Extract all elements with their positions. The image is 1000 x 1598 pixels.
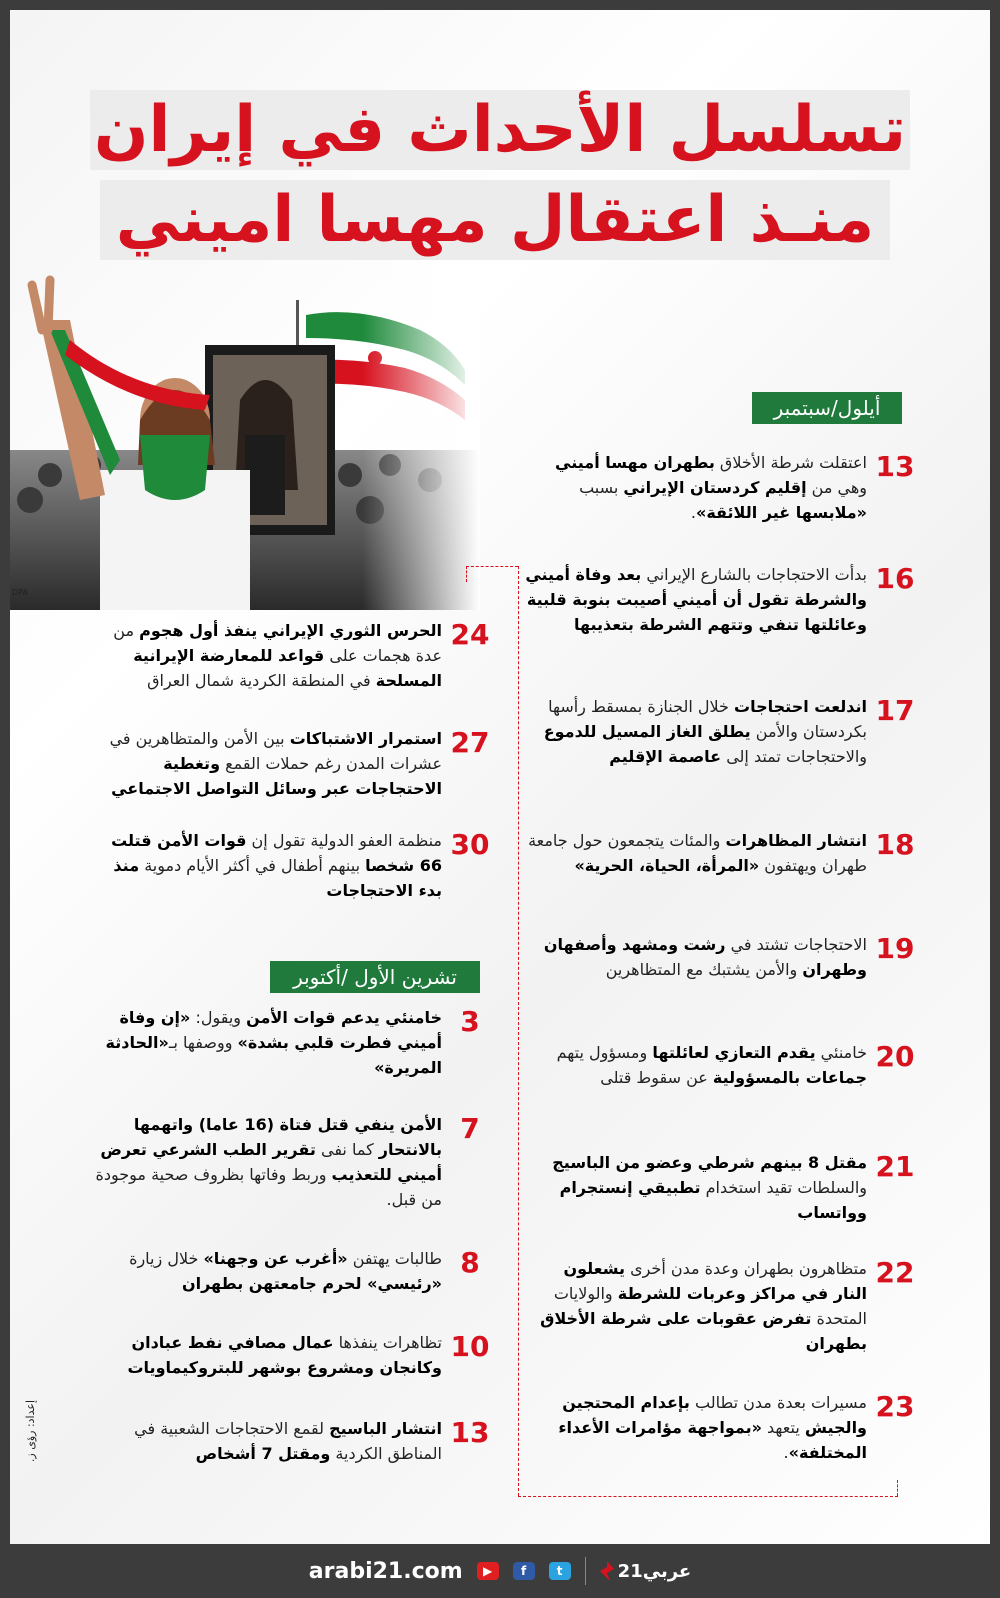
event-text: مسيرات بعدة مدن تطالب بإعدام المحتجين والجيش يتعهد «بمواجهة مؤامرات الأعداء المختلفة». <box>558 1393 867 1462</box>
event-text: الاحتجاجات تشتد في رشت ومشهد وأصفهان وطهران والأمن يشتبك مع المتظاهرين <box>543 935 867 979</box>
event-day: 21 <box>875 1150 915 1183</box>
site-url[interactable]: arabi21.com <box>308 1558 463 1584</box>
october-header: تشرين الأول /أكتوبر <box>270 961 480 993</box>
footer-divider <box>585 1557 586 1585</box>
title-line-2-band <box>100 180 890 260</box>
event-day: 23 <box>875 1390 915 1423</box>
september-event-18 <box>525 828 915 878</box>
event-text: استمرار الاشتباكات بين الأمن والمتظاهرين في عشرات المدن رغم حملات القمع وتغطية الاحتجاجات عبر وسائل التواصل الاجتماعي <box>109 729 442 798</box>
event-day: 18 <box>875 828 915 861</box>
event-day: 13 <box>450 1416 490 1449</box>
event-text: اعتقلت شرطة الأخلاق بطهران مهسا أميني وهي من إقليم كردستان الإيراني بسبب «ملابسها غير اللائقة». <box>555 453 867 522</box>
event-text: خامنئي يقدم التعازي لعائلتها ومسؤول يتهم جماعات بالمسؤولية عن سقوط قتلى <box>556 1043 867 1087</box>
event-day: 7 <box>460 1112 480 1145</box>
event-day: 10 <box>450 1330 490 1363</box>
october-event-13 <box>90 1416 490 1466</box>
event-day: 30 <box>450 828 490 861</box>
youtube-icon[interactable]: ▶ <box>477 1562 499 1580</box>
event-text: بدأت الاحتجاجات بالشارع الإيراني بعد وفاة أميني والشرطة تقول أن أميني أصيبت بنوبة قلبية وعائلتها تنفي وتتهم الشرطة بتعذيبها <box>525 565 867 634</box>
brand-name: عربي21 <box>617 1560 692 1582</box>
event-day: 24 <box>450 618 490 651</box>
september-event-23 <box>525 1390 915 1465</box>
event-text: انتشار المظاهرات والمئات يتجمعون حول جامعة طهران ويهتفون «المرأة، الحياة، الحرية» <box>528 831 867 875</box>
event-day: 27 <box>450 726 490 759</box>
event-text: انتشار الباسيج لقمع الاحتجاجات الشعبية في المناطق الكردية ومقتل 7 أشخاص <box>134 1419 442 1463</box>
september-event-24 <box>90 618 490 693</box>
september-event-30 <box>90 828 490 903</box>
september-event-17 <box>525 694 915 769</box>
october-event-3 <box>90 1005 490 1080</box>
timeline-arrow-down <box>466 566 467 582</box>
event-day: 13 <box>875 450 915 483</box>
september-event-21 <box>525 1150 915 1225</box>
event-day: 16 <box>875 562 915 595</box>
september-event-20 <box>525 1040 915 1090</box>
event-text: طالبات يهتفن «أغرب عن وجهنا» خلال زيارة «رئيسي» لحرم جامعتهن بطهران <box>129 1249 442 1293</box>
event-text: الأمن ينفي قتل فتاة (16 عاما) واتهمها بالانتحار كما نفى تقرير الطب الشرعي تعرض أميني للتعذيب وربط وفاتها بظروف صحية موجودة من قبل. <box>95 1115 442 1209</box>
photo-credit: DPA <box>12 588 28 597</box>
event-day: 17 <box>875 694 915 727</box>
twitter-icon[interactable]: t <box>549 1562 571 1580</box>
september-event-13 <box>525 450 915 525</box>
timeline-connector-bottom <box>518 1496 898 1497</box>
timeline-arrow-up <box>897 1480 898 1496</box>
september-event-22 <box>525 1256 915 1356</box>
october-event-10 <box>90 1330 490 1380</box>
september-header: أيلول/سبتمبر <box>752 392 902 424</box>
october-event-8 <box>90 1246 490 1296</box>
title-line-1: تسلسل الأحداث في إيران <box>93 93 907 167</box>
event-text: مقتل 8 بينهم شرطي وعضو من الباسيج والسلطات تقيد استخدام تطبيقي إنستجرام وواتساب <box>552 1153 867 1222</box>
event-text: تظاهرات ينفذها عمال مصافي نفط عبادان وكانجان ومشروع بوشهر للبتروكيماويات <box>127 1333 442 1377</box>
brand-logo[interactable] <box>600 1561 692 1582</box>
infographic <box>10 10 990 1544</box>
september-event-19 <box>525 932 915 982</box>
title-line-2: منـذ اعتقال مهسا اميني <box>115 183 875 257</box>
author-credit: إعداد: رؤى ز. <box>24 1400 37 1463</box>
event-day: 3 <box>460 1005 480 1038</box>
facebook-icon[interactable]: f <box>513 1562 535 1580</box>
brand-logo-icon <box>600 1561 614 1581</box>
timeline-connector-top <box>466 566 518 567</box>
event-day: 22 <box>875 1256 915 1289</box>
september-event-16 <box>525 562 915 637</box>
event-day: 19 <box>875 932 915 965</box>
event-text: اندلعت احتجاجات خلال الجنازة بمسقط رأسها بكردستان والأمن يطلق الغاز المسيل للدموع والاحتجاجات تمتد إلى عاصمة الإقليم <box>543 697 867 766</box>
event-text: خامنئي يدعم قوات الأمن ويقول: «إن وفاة أميني فطرت قلبي بشدة» ووصفها بـ«الحادثة المريرة» <box>105 1008 442 1077</box>
event-day: 8 <box>460 1246 480 1279</box>
event-text: منظمة العفو الدولية تقول إن قوات الأمن قتلت 66 شخصا بينهم أطفال في أكثر الأيام دموية منذ بدء الاحتجاجات <box>111 831 442 900</box>
event-text: متظاهرون بطهران وعدة مدن أخرى يشعلون النار في مراكز وعربات للشرطة والولايات المتحدة تفرض عقوبات على شرطة الأخلاق بطهران <box>540 1259 867 1353</box>
footer <box>0 1544 1000 1598</box>
title-line-1-band <box>90 90 910 170</box>
timeline-connector-vertical <box>518 566 519 1496</box>
protest-photo <box>10 260 480 610</box>
event-day: 20 <box>875 1040 915 1073</box>
september-event-27 <box>90 726 490 801</box>
october-event-7 <box>90 1112 490 1212</box>
event-text: الحرس الثوري الإيراني ينفذ أول هجوم من عدة هجمات على قواعد للمعارضة الإيرانية المسلحة في المنطقة الكردية شمال العراق <box>113 621 442 690</box>
